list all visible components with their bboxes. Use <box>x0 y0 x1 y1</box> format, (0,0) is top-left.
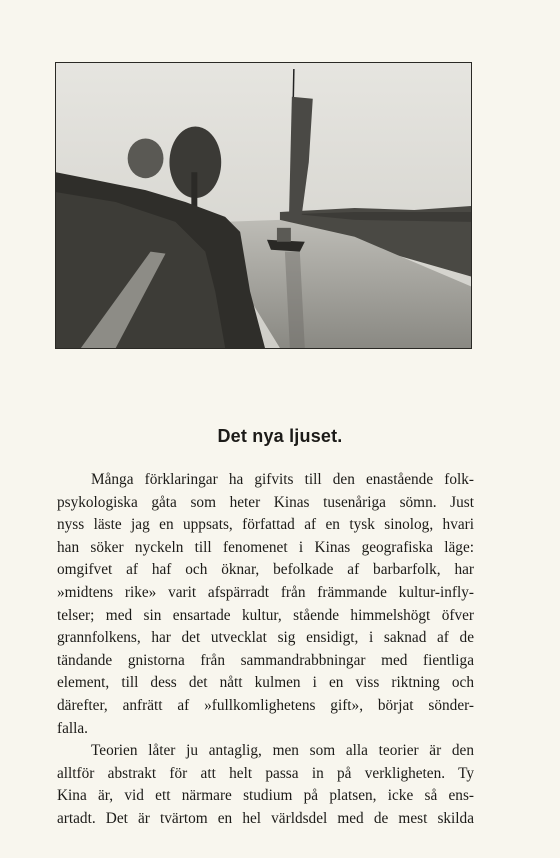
text-line: Kina är, vid ett närmare studium på platsen, icke så ens- <box>57 787 474 805</box>
text-line: omgifvet af haf och öknar, befolkade af barbarfolk, har <box>57 561 474 579</box>
text-line: nyss läste jag en uppsats, författad af en tysk sinolog, hvari <box>57 516 474 534</box>
text-line: därefter, anfrätt af »fullkomlighetens gift», börjat sönder- <box>57 696 474 714</box>
text-line: Teorien låter ju antaglig, men som alla teorier är den <box>91 742 474 760</box>
paragraph-1 <box>57 469 474 740</box>
page-heading: Det nya ljuset. <box>217 426 343 446</box>
text-line: falla. <box>57 719 88 737</box>
text-line: element, till dess det nått kulmen i en viss riktning och <box>57 674 474 692</box>
text-line: artadt. Det är tvärtom en hel världsdel med de mest skilda <box>57 809 474 827</box>
text-line: Många förklaringar ha gifvits till den enastående folk- <box>91 471 474 488</box>
canal-sailboat-photograph <box>55 62 472 349</box>
text-line: »midtens rike» varit afspärradt från främmande kultur-infly- <box>57 583 474 601</box>
text-line: psykologiska gåta som heter Kinas tusenåriga sömn. Just <box>57 493 474 511</box>
body-text <box>57 469 474 831</box>
text-line: tändande gnistorna från sammandrabbningar med fientliga <box>57 651 474 669</box>
text-line: grannfolkens, har det utvecklat sig ensidigt, i saknad af de <box>57 629 474 647</box>
text-line: alltför abstrakt för att helt passa in på verkligheten. Ty <box>57 764 474 782</box>
photo-illustration <box>56 63 471 348</box>
text-line: han söker nyckeln till fenomenet i Kinas geografiska läge: <box>57 538 474 556</box>
text-line: telser; med sin ensartade kultur, stående himmelshögt öfver <box>57 606 474 624</box>
paragraph-2 <box>57 740 474 830</box>
